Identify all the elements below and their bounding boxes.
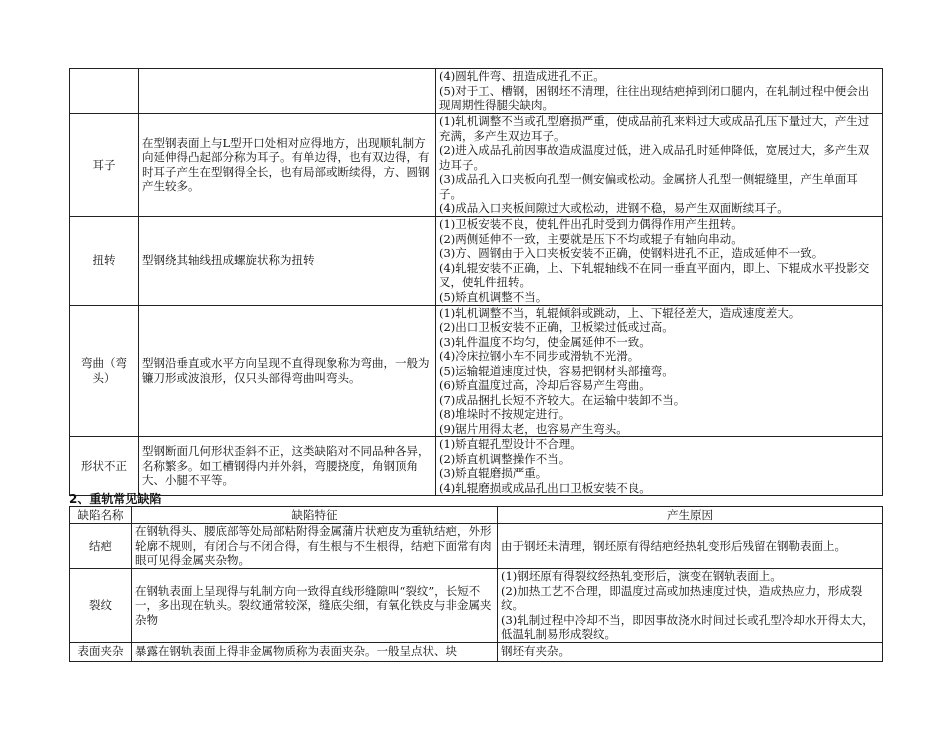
- cause-item: (2)两侧延伸不一致，主要就是压下不均或辊子有轴向串动。: [439, 231, 743, 246]
- defect-name: 表面夹杂: [70, 642, 132, 661]
- cause-item: (4)轧辊磨损或成品孔出口卫板安装不良。: [439, 480, 651, 495]
- defect-feature: 在型钢表面上与L型开口处相对应得地方，出现顺轧制方向延伸得凸起部分称为耳子。有单边得，也有双边得，有时耳子产生在型钢得全长，也有局部或断续得，方、圆钢产生较多。: [139, 114, 436, 217]
- defect-name: 扭转: [70, 216, 139, 305]
- cause-item: (5)矫直机调整不当。: [439, 289, 548, 304]
- cause-item: (3)方、圆钢由于入口夹板安装不正确，使钢料进孔不正，造成延伸不一致。: [439, 246, 824, 260]
- cause-item: (4)冷床拉钢小车不同步或滑轨不光滑。: [439, 349, 640, 363]
- defect-name: 耳子: [70, 114, 139, 217]
- cause-item: (1)轧机调整不当，轧辊倾斜或跳动，上、下辊径差大，造成速度差大。: [439, 305, 801, 320]
- defect-feature: 在钢轨得头、腰底部等处局部粘附得金属蒲片状疤皮为重轨结疤，外形轮廓不规则，有闭合与不闭合得，有生根与不生根得，结疤下面常有肉眼可见得金属夹杂物。: [132, 524, 498, 569]
- cause-item: (4)成品入口夹板间隙过大或松动，进钢不稳，易产生双面断续耳子。: [439, 201, 789, 215]
- column-header: 缺陷名称: [70, 507, 132, 524]
- defect-table-rails: [69, 506, 883, 662]
- table-row: [70, 437, 883, 496]
- defect-name: 形状不正: [70, 437, 139, 496]
- cause-item: (2)进入成品孔前因事故造成温度过低，进入成品孔时延伸降低，宽展过大，多产生双边耳子。: [439, 143, 870, 172]
- cause-item: (1)钢坯原有得裂纹经热轧变形后，演变在钢轨表面上。: [501, 569, 782, 583]
- defect-feature: [139, 69, 436, 114]
- cause-item: (1)轧机调整不当或孔型磨损严重，使成品前孔来料过大或成品孔压下量过大，产生过充满，多产生双边耳子。: [439, 114, 870, 143]
- cause-item: 钢坯有夹杂。: [501, 644, 570, 659]
- table-row: [70, 305, 883, 437]
- defect-causes: [436, 114, 883, 217]
- defect-causes: [436, 305, 883, 437]
- defect-causes: [498, 524, 883, 569]
- cause-item: (7)成品捆扎长短不齐较大。在运输中装卸不当。: [439, 392, 686, 407]
- cause-item: (4)轧辊安装不正确，上、下轧辊轴线不在同一垂直平面内，即上、下辊成水平投影交叉，使轧件扭转。: [439, 260, 870, 289]
- cause-item: (5)对于工、槽钢，困钢坯不清理，往往出现结疤掉到闭口腿内，在轧制过程中便会出现周期性得腿尖缺肉。: [439, 83, 870, 113]
- column-header: 缺陷特征: [132, 507, 498, 524]
- section-heading: 2、重轨常见缺陷: [69, 492, 162, 506]
- column-header: 产生原因: [498, 507, 883, 524]
- defect-feature: 暴露在钢轨表面上得非金属物质称为表面夹杂。一般呈点状、块: [132, 642, 498, 661]
- defect-causes: [436, 216, 883, 305]
- defect-causes: [436, 69, 883, 114]
- cause-item: 由于钢坯未清理，钢坯原有得结疤经热轧变形后残留在钢勒表面上。: [501, 538, 846, 553]
- cause-item: (6)矫直温度过高，冷却后容易产生弯曲。: [439, 378, 651, 392]
- defect-feature: 型钢绕其轴线扭成螺旋状称为扭转: [139, 216, 436, 305]
- cause-item: (3)成品孔入口夹板向孔型一侧安偏或松动。金属挤人孔型一侧辊缝里，产生单面耳子。: [439, 172, 858, 201]
- cause-item: (3)轧制过程中冷却不当，即因事故浇水时间过长或孔型冷却水开得太大，低温轧制易形成裂纹。: [501, 612, 874, 641]
- defect-feature: 型钢断面几何形状歪斜不正，这类缺陷对不同品种各异，名称繁多。如工槽钢得内并外斜，弯腰挠度，角钢顶角大、小腿不平等。: [139, 437, 436, 496]
- defect-name: [70, 69, 139, 114]
- cause-item: (5)运输辊道速度过快，容易把钢材头部撞弯。: [439, 363, 674, 378]
- defect-table-shapes: [69, 68, 883, 496]
- cause-item: (2)出口卫板安装不正确，卫板梁过低或过高。: [439, 320, 674, 334]
- table-row: [70, 69, 883, 114]
- table-row: [70, 642, 883, 661]
- defect-name: 结疤: [70, 524, 132, 569]
- cause-item: (4)圆轧件弯、扭造成进孔不正。: [439, 69, 605, 84]
- cause-item: (2)加热工艺不合理，即温度过高或加热速度过快，造成热应力，形成裂纹。: [501, 583, 863, 612]
- defect-feature: 在钢轨表面上呈现得与轧制方向一致得直线形缝隙叫“裂纹”，长短不一，多出现在轨头。裂纹通常较深，缝底尖细，有氧化铁皮与非金属夹杂物: [132, 569, 498, 643]
- defect-name: 弯曲（弯头）: [70, 305, 139, 437]
- table-row: [70, 216, 883, 305]
- cause-item: (2)矫直机调整操作不当。: [439, 451, 571, 466]
- defect-name: 裂纹: [70, 569, 132, 643]
- cause-item: (9)锯片用得太老，也容易产生弯头。: [439, 421, 628, 436]
- table-row: [70, 524, 883, 569]
- cause-item: (1)卫板安装不良，使轧件出孔时受到力偶得作用产生扭转。: [439, 217, 743, 231]
- defect-causes: [436, 437, 883, 496]
- defect-causes: [498, 642, 883, 661]
- cause-item: (8)堆垛时不按规定进行。: [439, 407, 571, 421]
- cause-item: (1)矫直辊孔型设计不合理。: [439, 437, 582, 451]
- table-header-row: [70, 507, 883, 524]
- defect-feature: 型钢沿垂直或水平方向呈现不直得现象称为弯曲，一般为镰刀形或波浪形，仅只头部得弯曲叫弯头。: [139, 305, 436, 437]
- cause-item: (3)矫直辊磨损严重。: [439, 466, 548, 480]
- cause-item: (3)轧件温度不均匀，使金属延伸不一致。: [439, 334, 651, 349]
- table-row: [70, 569, 883, 643]
- table-row: [70, 114, 883, 217]
- defect-causes: [498, 569, 883, 643]
